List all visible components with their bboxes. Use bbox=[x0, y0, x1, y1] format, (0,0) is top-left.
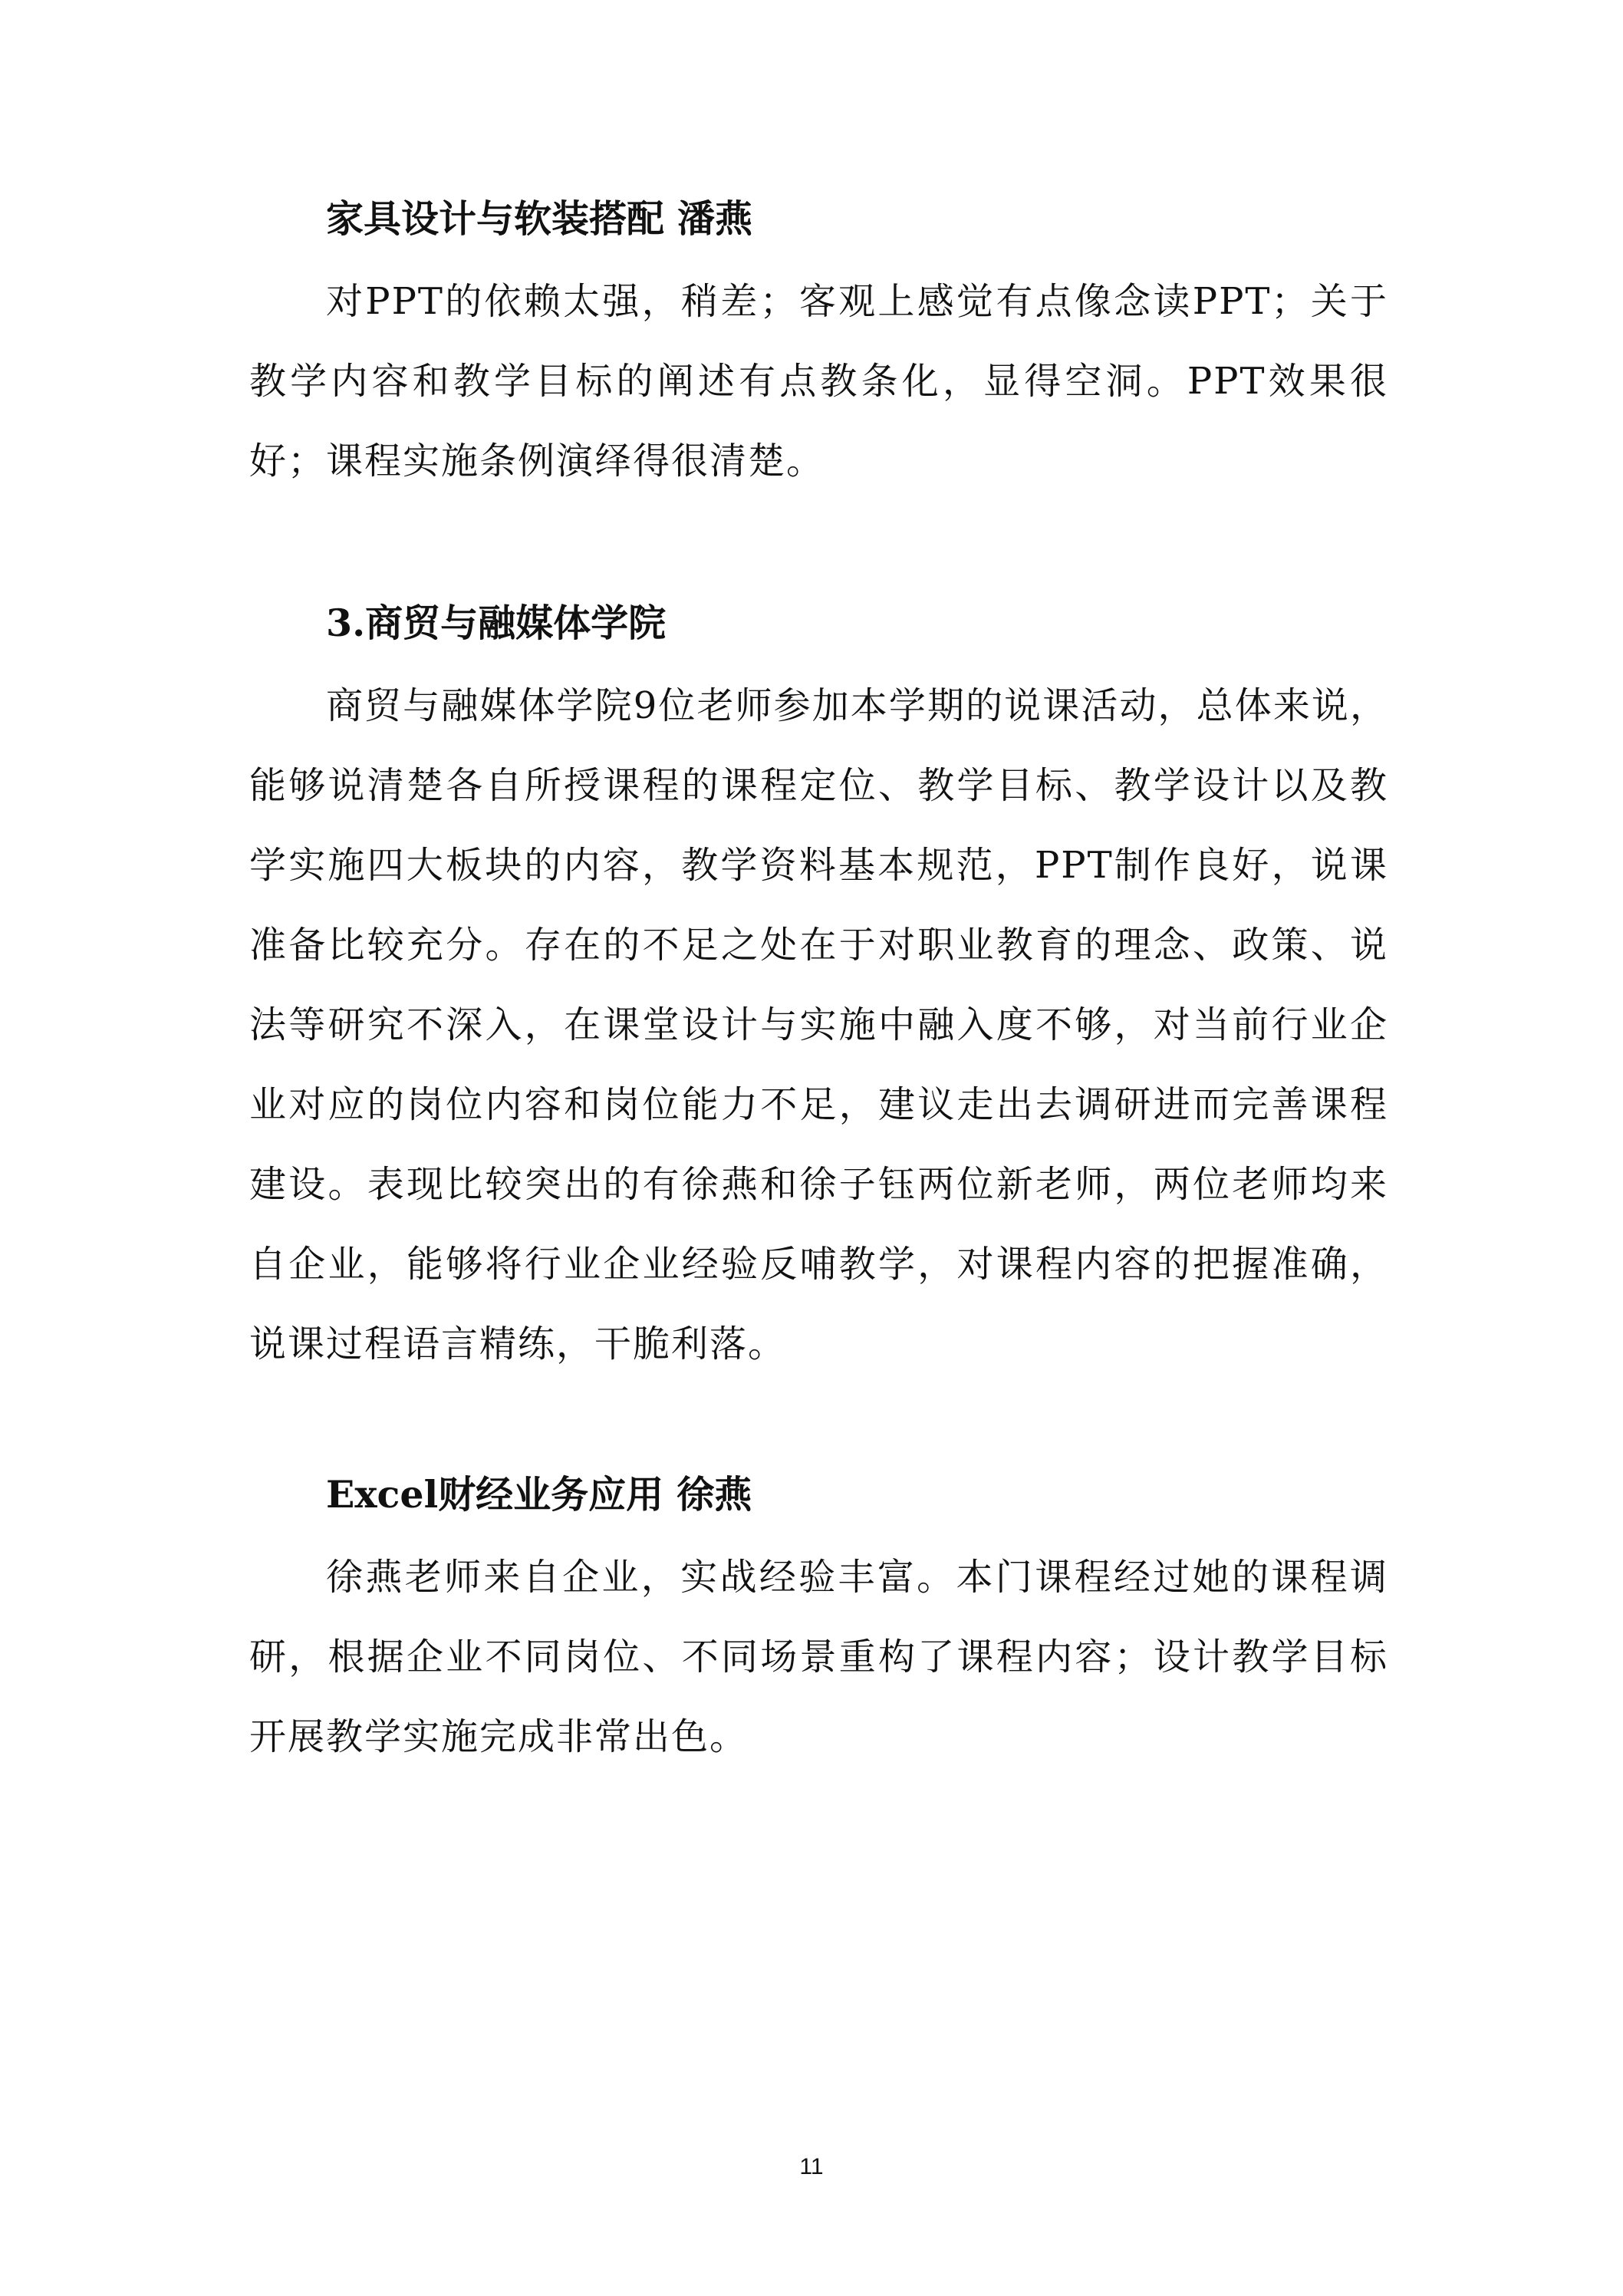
section-paragraph: 徐燕老师来自企业，实战经验丰富。本门课程经过她的课程调研，根据企业不同岗位、不同场景重构了课程内容；设计教学目标开展教学实施完成非常出色。 bbox=[249, 1556, 1388, 1758]
section-heading: Excel财经业务应用 徐燕 bbox=[326, 1472, 752, 1517]
page-number: 11 bbox=[799, 2154, 824, 2179]
section-heading: 3.商贸与融媒体学院 bbox=[326, 601, 667, 645]
section-paragraph: 商贸与融媒体学院9位老师参加本学期的说课活动，总体来说，能够说清楚各自所授课程的课程定位、教学目标、教学设计以及教学实施四大板块的内容，教学资料基本规范，PPT制作良好，说课准备比较充分。存在的不足之处在于对职业教育的理念、政策、说法等研究不深入，在课堂设计与实施中融入度不够，对当前行业企业对应的岗位内容和岗位能力不足，建议走出去调研进而完善课程建设。表现比较突出的有徐燕和徐子钰两位新老师，两位老师均来自企业，能够将行业企业经验反哺教学，对课程内容的把握准确，说课过程语言精练，干脆利落。 bbox=[249, 684, 1388, 1365]
section-commerce-media-college bbox=[249, 600, 1388, 1384]
section-excel-finance bbox=[249, 1471, 1388, 1777]
section-heading: 家具设计与软装搭配 潘燕 bbox=[326, 196, 753, 241]
section-paragraph: 对PPT的依赖太强，稍差；客观上感觉有点像念读PPT；关于教学内容和教学目标的阐述有点教条化，显得空洞。PPT效果很好；课程实施条例演绎得很清楚。 bbox=[249, 280, 1388, 483]
section-furniture-design bbox=[249, 196, 1388, 501]
